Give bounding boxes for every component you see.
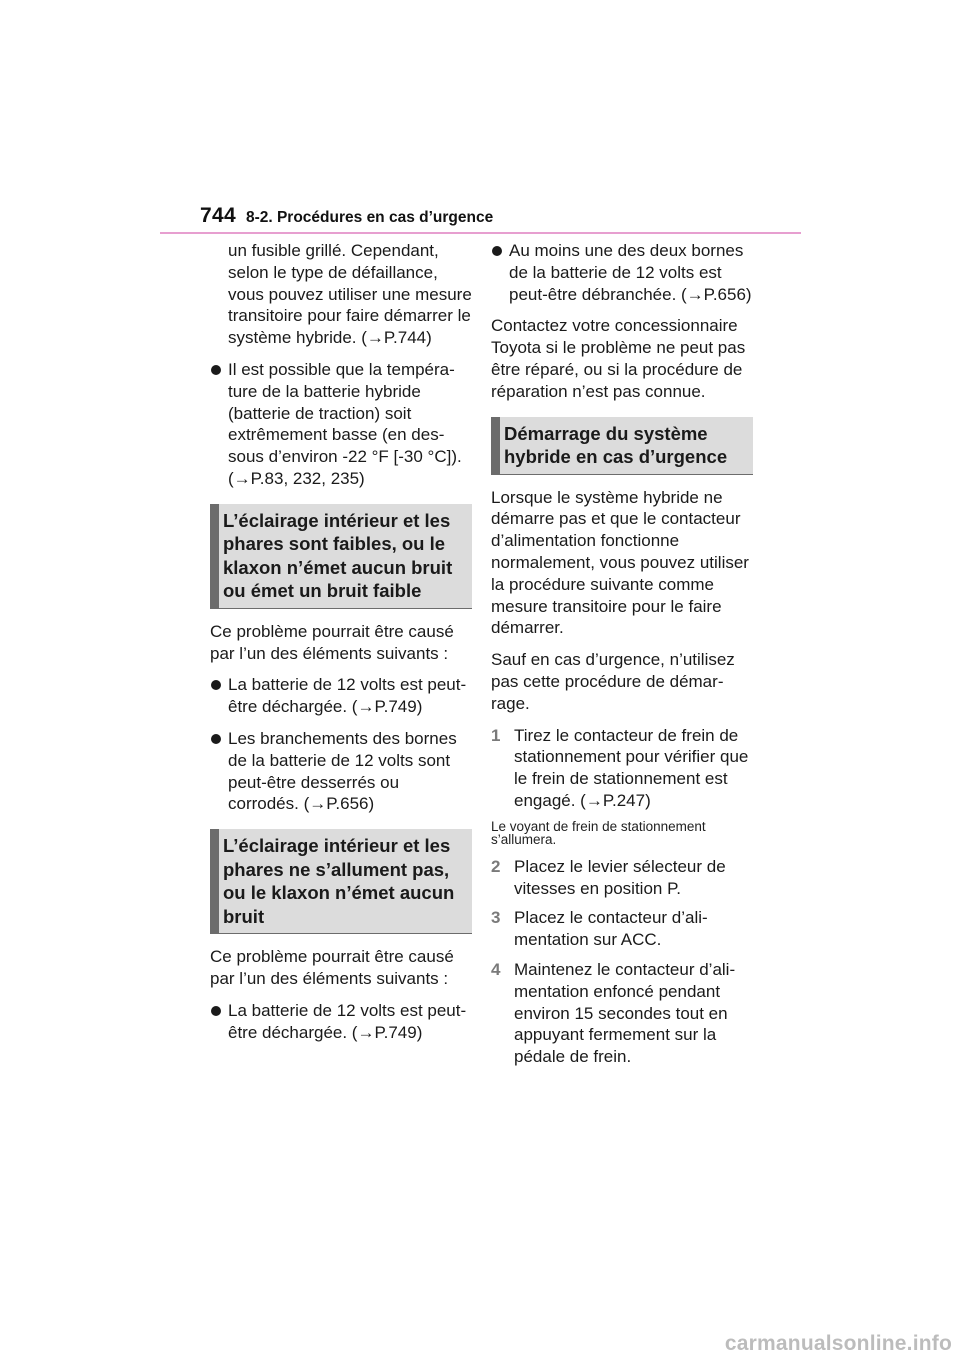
bullet-item: [210, 359, 472, 490]
continued-paragraph: un fusible grillé. Cependant, selon le type de défaillance, vous pouvez utiliser une mesure transitoire pour faire démarrer le système hybride. (→P.744): [228, 241, 472, 348]
step-number: 4: [491, 959, 501, 979]
bullet-icon: [211, 1006, 221, 1016]
page-number: 744: [200, 204, 236, 227]
section-title: 8-2. Procédures en cas d’urgence: [245, 209, 494, 226]
contact-paragraph: Contactez votre concessionnaire Toyota si le problème ne peut pas être réparé, ou si la procédure de réparation n’est pas connue.: [491, 316, 746, 401]
bullet-item: [491, 240, 753, 305]
procedure-steps: [491, 856, 753, 1068]
bullet-text: Il est possible que la température de la batterie hybride (batterie de traction) soit extrêmement basse (en dessous d’environ -22 °F [-30 °C]). (→P.83, 232, 235): [228, 359, 462, 488]
step-item: [491, 907, 753, 951]
subsection-heading-no-lights: L’éclairage intérieur et les phares ne s’allument pas, ou le klaxon n’émet aucun bruit: [210, 829, 472, 934]
cause-bullet-list: [210, 1000, 472, 1044]
step-number: 3: [491, 908, 501, 928]
intro-bullet-list: [210, 359, 472, 490]
cause-bullet-list: [491, 240, 753, 305]
bullet-text: Les branchements des bornes de la batterie de 12 volts sont peut-être desserrés ou corrodés. (→P.656): [228, 728, 457, 814]
bullet-icon: [211, 680, 221, 690]
step-number: 2: [491, 856, 501, 876]
cause-bullet-list: [210, 674, 472, 815]
subsection-heading-emergency-start: Démarrage du système hybride en cas d’urgence: [491, 417, 753, 475]
subsection-heading-dim-lights: L’éclairage intérieur et les phares sont faibles, ou le klaxon n’émet aucun bruit ou émet un bruit faible: [210, 504, 472, 609]
header-divider: [160, 232, 801, 234]
bullet-item: [210, 728, 472, 815]
bullet-icon: [211, 365, 221, 375]
warning-paragraph: Sauf en cas d’urgence, n’utilisez pas cette procédure de démarrage.: [491, 650, 735, 713]
step-item: [491, 856, 753, 900]
left-column: [210, 240, 472, 1053]
bullet-icon: [211, 734, 221, 744]
step-item: [491, 725, 753, 812]
step-note: Le voyant de frein de stationnement s’allumera.: [491, 818, 706, 847]
bullet-icon: [492, 246, 502, 256]
procedure-steps: [491, 725, 753, 812]
bullet-text: La batterie de 12 volts est peut-être déchargée. (→P.749): [228, 675, 467, 717]
watermark[interactable]: carmanualsonline.info: [724, 1332, 952, 1355]
bullet-text: La batterie de 12 volts est peut-être déchargée. (→P.749): [228, 1000, 467, 1042]
step-text: Tirez le contacteur de frein de stationnement pour vérifier que le frein de stationnement est engagé. (→P.247): [514, 725, 749, 810]
bullet-item: [210, 1000, 472, 1044]
cause-paragraph: Ce problème pourrait être causé par l’un des éléments suivants :: [210, 947, 454, 988]
right-column: [491, 240, 753, 1076]
bullet-item: [210, 674, 472, 718]
step-text: Placez le levier sélecteur de vitesses en position P.: [514, 856, 726, 898]
cause-paragraph: Ce problème pourrait être causé par l’un des éléments suivants :: [210, 621, 454, 663]
step-text: Maintenez le contacteur d’alimentation enfoncé pendant environ 15 secondes tout en appuyant fermement sur la pédale de frein.: [514, 959, 736, 1067]
page-header: [200, 204, 493, 228]
step-item: [491, 959, 753, 1068]
step-number: 1: [491, 725, 501, 745]
procedure-intro-paragraph: Lorsque le système hybride ne démarre pas et que le contacteur d’alimentation fonctionne normalement, vous pouvez utiliser la procédure suivante comme mesure transitoire pour le faire démarrer.: [491, 487, 749, 638]
bullet-text: Au moins une des deux bornes de la batterie de 12 volts est peut-être débranchée. (→P.656): [509, 241, 752, 304]
step-text: Placez le contacteur d’alimentation sur ACC.: [514, 908, 708, 950]
